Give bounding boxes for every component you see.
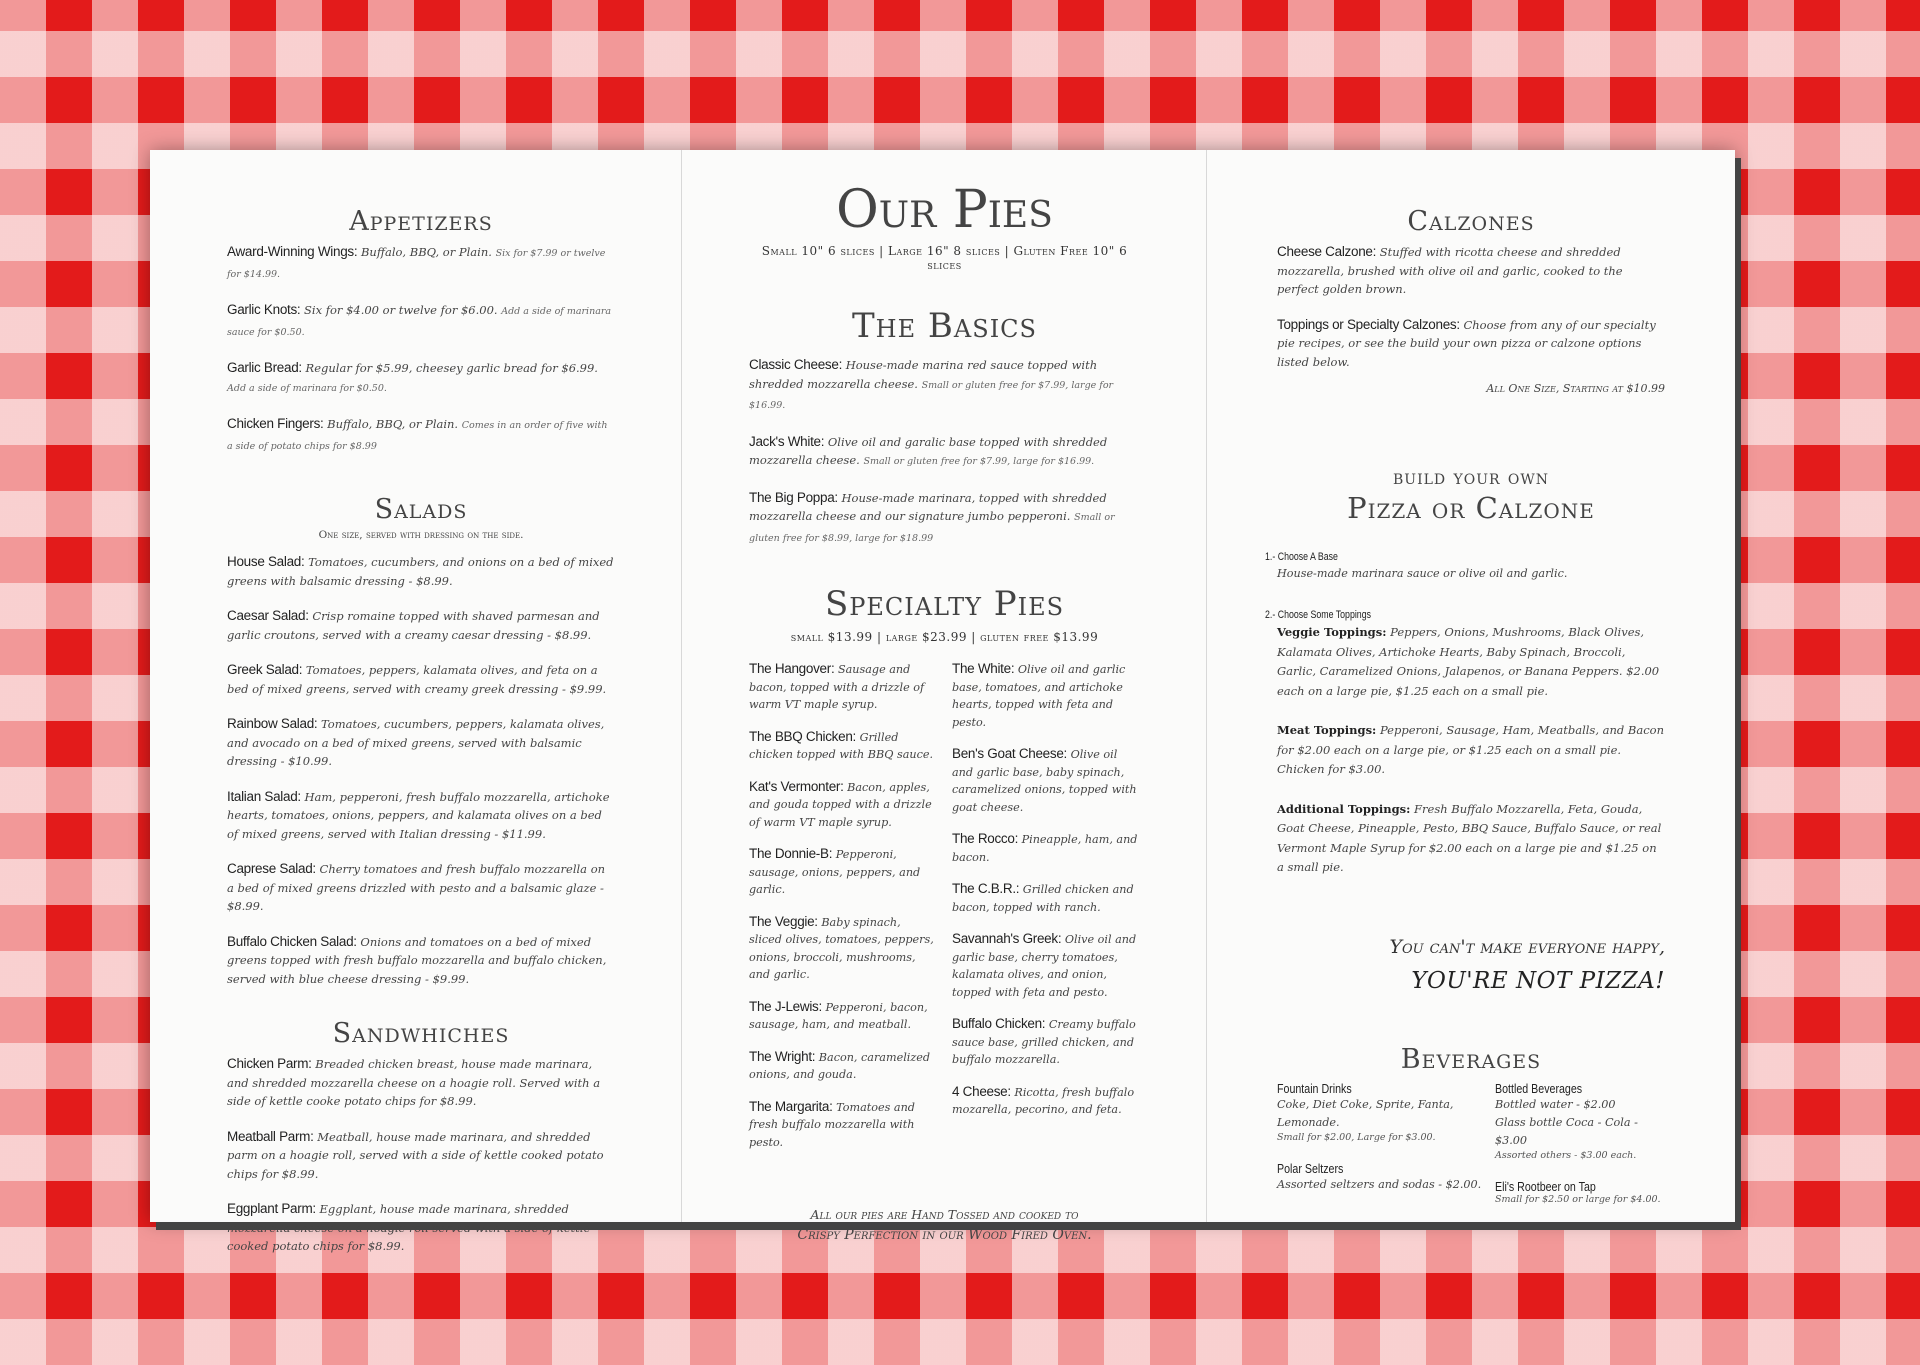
sandwiches-heading: Sandwhiches — [332, 1018, 510, 1049]
quote-line-1: You can't make everyone happy, — [1389, 935, 1665, 958]
quote-line-2: YOU'RE NOT PIZZA! — [1411, 967, 1665, 994]
menu-item: Buffalo Chicken: Creamy buffalo sauce base, grilled chicken, and buffalo mozzarella. — [952, 1016, 1136, 1066]
footer-line: All our pies are Hand Tossed and cooked to — [810, 1207, 1079, 1222]
menu-item: Cheese Calzone: Stuffed with ricotta cheese and shredded mozzarella, brushed with olive oil and garlic, cooked to the perfect golden brown. — [1277, 244, 1623, 296]
menu-item: 4 Cheese: Ricotta, fresh buffalo mozarella, pecorino, and feta. — [952, 1083, 1135, 1116]
salads-subtitle: One size, served with dressing on the side. — [318, 529, 524, 541]
menu-item: The C.B.R.: Grilled chicken and bacon, topped with ranch. — [952, 881, 1134, 914]
beverage-item: Eli's Rootbeer on Tap Small for $2.50 or large for $4.00. — [1495, 1178, 1661, 1205]
menu-item: Rainbow Salad: Tomatoes, cucumbers, peppers, kalamata olives, and avocado on a bed of mixed greens, served with balsamic dressing - $10.99. — [227, 716, 605, 768]
menu-item: The White: Olive oil and garlic base, tomatoes, and artichoke hearts, topped with feta and pesto. — [952, 661, 1126, 729]
beverage-item: Bottled Beverages Bottled water - $2.00 Glass bottle Coca - Cola - $3.00 Assorted others - $3.00 each. — [1495, 1080, 1638, 1161]
panel-left — [150, 150, 682, 1253]
menu-item: The Wright: Bacon, caramelized onions, and gouda. — [749, 1048, 931, 1081]
beverages-list — [1277, 1081, 1665, 1223]
salads-heading: Salads — [374, 494, 468, 525]
menu-item: Italian Salad: Ham, pepperoni, fresh buffalo mozzarella, artichoke hearts, tomatoes, onions, peppers, and kalamata olives on a bed of mixed greens, served with Italian dressing - $11.99. — [227, 788, 610, 841]
panel-middle — [682, 150, 1207, 1243]
pies-heading: Our Pies — [836, 180, 1053, 240]
menu-item: Garlic Bread: Regular for $5.99, cheesey garlic bread for $6.99. Add a side of marinara for $0.50. — [227, 360, 598, 394]
menu-item: Award-Winning Wings: Buffalo, BBQ, or Plain. Six for $7.99 or twelve for $14.99. — [227, 244, 606, 280]
menu-item: Savannah's Greek: Olive oil and garlic base, cherry tomatoes, kalamata olives, and onion, topped with feta and pesto. — [952, 931, 1137, 999]
menu-item: Ben's Goat Cheese: Olive oil and garlic base, baby spinach, caramelized onions, topped with goat cheese. — [952, 746, 1137, 814]
menu-item: The Donnie-B: Pepperoni, sausage, onions, peppers, and garlic. — [749, 846, 921, 896]
menu-item: Greek Salad: Tomatoes, peppers, kalamata olives, and feta on a bed of mixed greens, served with creamy greek dressing - $9.99. — [227, 662, 607, 696]
appetizers-list — [227, 243, 615, 456]
beverage-item: Fountain Drinks Coke, Diet Coke, Sprite, Fanta, Lemonade. Small for $2.00, Large for $3.00. — [1277, 1080, 1454, 1143]
byo-step-1: 1.- Choose A Base — [1265, 551, 1338, 563]
specialty-col-left — [749, 660, 937, 1165]
beverages-col-left — [1277, 1081, 1492, 1223]
menu-item: The Rocco: Pineapple, ham, and bacon. — [952, 831, 1138, 864]
byo-subheading: build your own — [1392, 465, 1550, 489]
beverage-item: Polar Seltzers Assorted seltzers and sodas - $2.00. — [1277, 1160, 1482, 1191]
meat-toppings: Meat Toppings: Pepperoni, Sausage, Ham, Meatballs, and Bacon for $2.00 each on a large pie, or $1.25 each on a small pie. Chicken for $3.00. — [1277, 723, 1665, 776]
beverages-heading: Beverages — [1400, 1043, 1542, 1075]
menu-item: Caprese Salad: Cherry tomatoes and fresh buffalo mozzarella on a bed of mixed greens drizzled with pesto and a balsamic glaze - $8.99. — [227, 861, 606, 913]
pies-footer-note — [749, 1205, 1140, 1245]
menu-item: Classic Cheese: House-made marina red sauce topped with shredded mozzarella cheese. Small or gluten free for $7.99, large for $16.99. — [749, 357, 1114, 411]
panel-right — [1207, 150, 1735, 1222]
byo-heading: Pizza or Calzone — [1347, 491, 1595, 525]
calzones-size-note: All One Size, Starting at $10.99 — [1486, 382, 1665, 395]
menu-item: The Veggie: Baby spinach, sliced olives, tomatoes, peppers, onions, broccoli, mushrooms, and garlic. — [749, 913, 934, 981]
menu-item: The BBQ Chicken: Grilled chicken topped with BBQ sauce. — [749, 728, 934, 761]
specialty-list — [749, 660, 1140, 1165]
sandwiches-list — [227, 1055, 615, 1256]
pie-sizes: Small 10" 6 slices | Large 16" 8 slices | Gluten Free 10" 6 slices — [761, 244, 1128, 272]
beverages-col-right — [1495, 1081, 1665, 1223]
menu-item: Kat's Vermonter: Bacon, apples, and gouda topped with a drizzle of warm VT maple syrup. — [749, 778, 932, 829]
menu-item: Garlic Knots: Six for $4.00 or twelve for $6.00. Add a side of marinara sauce for $0.50. — [227, 302, 612, 338]
veggie-toppings: Veggie Toppings: Peppers, Onions, Mushrooms, Black Olives, Kalamata Olives, Artichoke Hearts, Baby Spinach, Broccoli, Garlic, Caramelized Onions, Jalapenos, or Banana Peppers. $2.00 each on a large pie, $1.25 each on a small pie. — [1277, 625, 1660, 698]
menu-item: Chicken Parm: Breaded chicken breast, house made marinara, and shredded mozzarella cheese on a hoagie roll. Served with a side of kettle cooke potato chips for $8.99. — [227, 1056, 601, 1108]
menu-item: The Margarita: Tomatoes and fresh buffalo mozzarella with pesto. — [749, 1098, 915, 1149]
menu-item: Buffalo Chicken Salad: Onions and tomatoes on a bed of mixed greens topped with fresh buffalo mozzarella and buffalo chicken, served with blue cheese dressing - $9.99. — [227, 933, 607, 986]
footer-line: Crispy Perfection in our Wood Fired Oven. — [797, 1227, 1092, 1243]
byo-step-1-desc: House-made marinara sauce or olive oil and garlic. — [1277, 567, 1568, 580]
menu-item: The J-Lewis: Pepperoni, bacon, sausage, ham, and meatball. — [749, 998, 928, 1031]
menu-tri-fold — [150, 150, 1735, 1253]
basics-list — [749, 356, 1140, 548]
menu-item: Chicken Fingers: Buffalo, BBQ, or Plain. Comes in an order of five with a side of potato chips for $8.99 — [227, 416, 608, 452]
basics-heading: The Basics — [852, 306, 1037, 346]
menu-item: Meatball Parm: Meatball, house made marinara, and shredded parm on a hoagie roll, served with a side of kettle cooked potato chips for $8.99. — [227, 1128, 604, 1181]
specialty-heading: Specialty Pies — [824, 584, 1065, 624]
calzones-heading: Calzones — [1407, 206, 1535, 237]
specialty-prices: small $13.99 | large $23.99 | gluten free $13.99 — [790, 630, 1099, 644]
specialty-col-right — [952, 660, 1140, 1165]
additional-toppings: Additional Toppings: Fresh Buffalo Mozzarella, Feta, Gouda, Goat Cheese, Pineapple, Pesto, BBQ Sauce, Buffalo Sauce, or real Vermont Maple Syrup for $2.00 each on a large pie and $1.25 on a small pie. — [1277, 801, 1662, 874]
menu-item: Jack's White: Olive oil and garalic base topped with shredded mozzarella cheese. Small or gluten free for $7.99, large for $16.99. — [749, 433, 1108, 467]
menu-item: The Big Poppa: House-made marinara, topped with shredded mozzarella cheese and our signature jumbo pepperoni. Small or gluten free for $8.99, large for $18.99 — [749, 489, 1115, 544]
menu-item: Toppings or Specialty Calzones: Choose from any of our specialty pie recipes, or see the build your own pizza or calzone options listed below. — [1277, 316, 1656, 369]
appetizers-heading: Appetizers — [349, 206, 493, 237]
salads-list — [227, 553, 615, 988]
menu-item: Caesar Salad: Crisp romaine topped with shaved parmesan and garlic croutons, served with a creamy caesar dressing - $8.99. — [227, 608, 600, 642]
menu-item: Eggplant Parm: Eggplant, house made marinara, shredded mozzarella cheese on a hoagie roll served with a side of kettle cooked potato chips for $8.99. — [227, 1201, 591, 1253]
menu-item: House Salad: Tomatoes, cucumbers, and onions on a bed of mixed greens with balsamic dressing - $8.99. — [227, 554, 614, 588]
menu-item: The Hangover: Sausage and bacon, topped with a drizzle of warm VT maple syrup. — [749, 661, 925, 711]
byo-step-2: 2.- Choose Some Toppings — [1265, 609, 1371, 621]
